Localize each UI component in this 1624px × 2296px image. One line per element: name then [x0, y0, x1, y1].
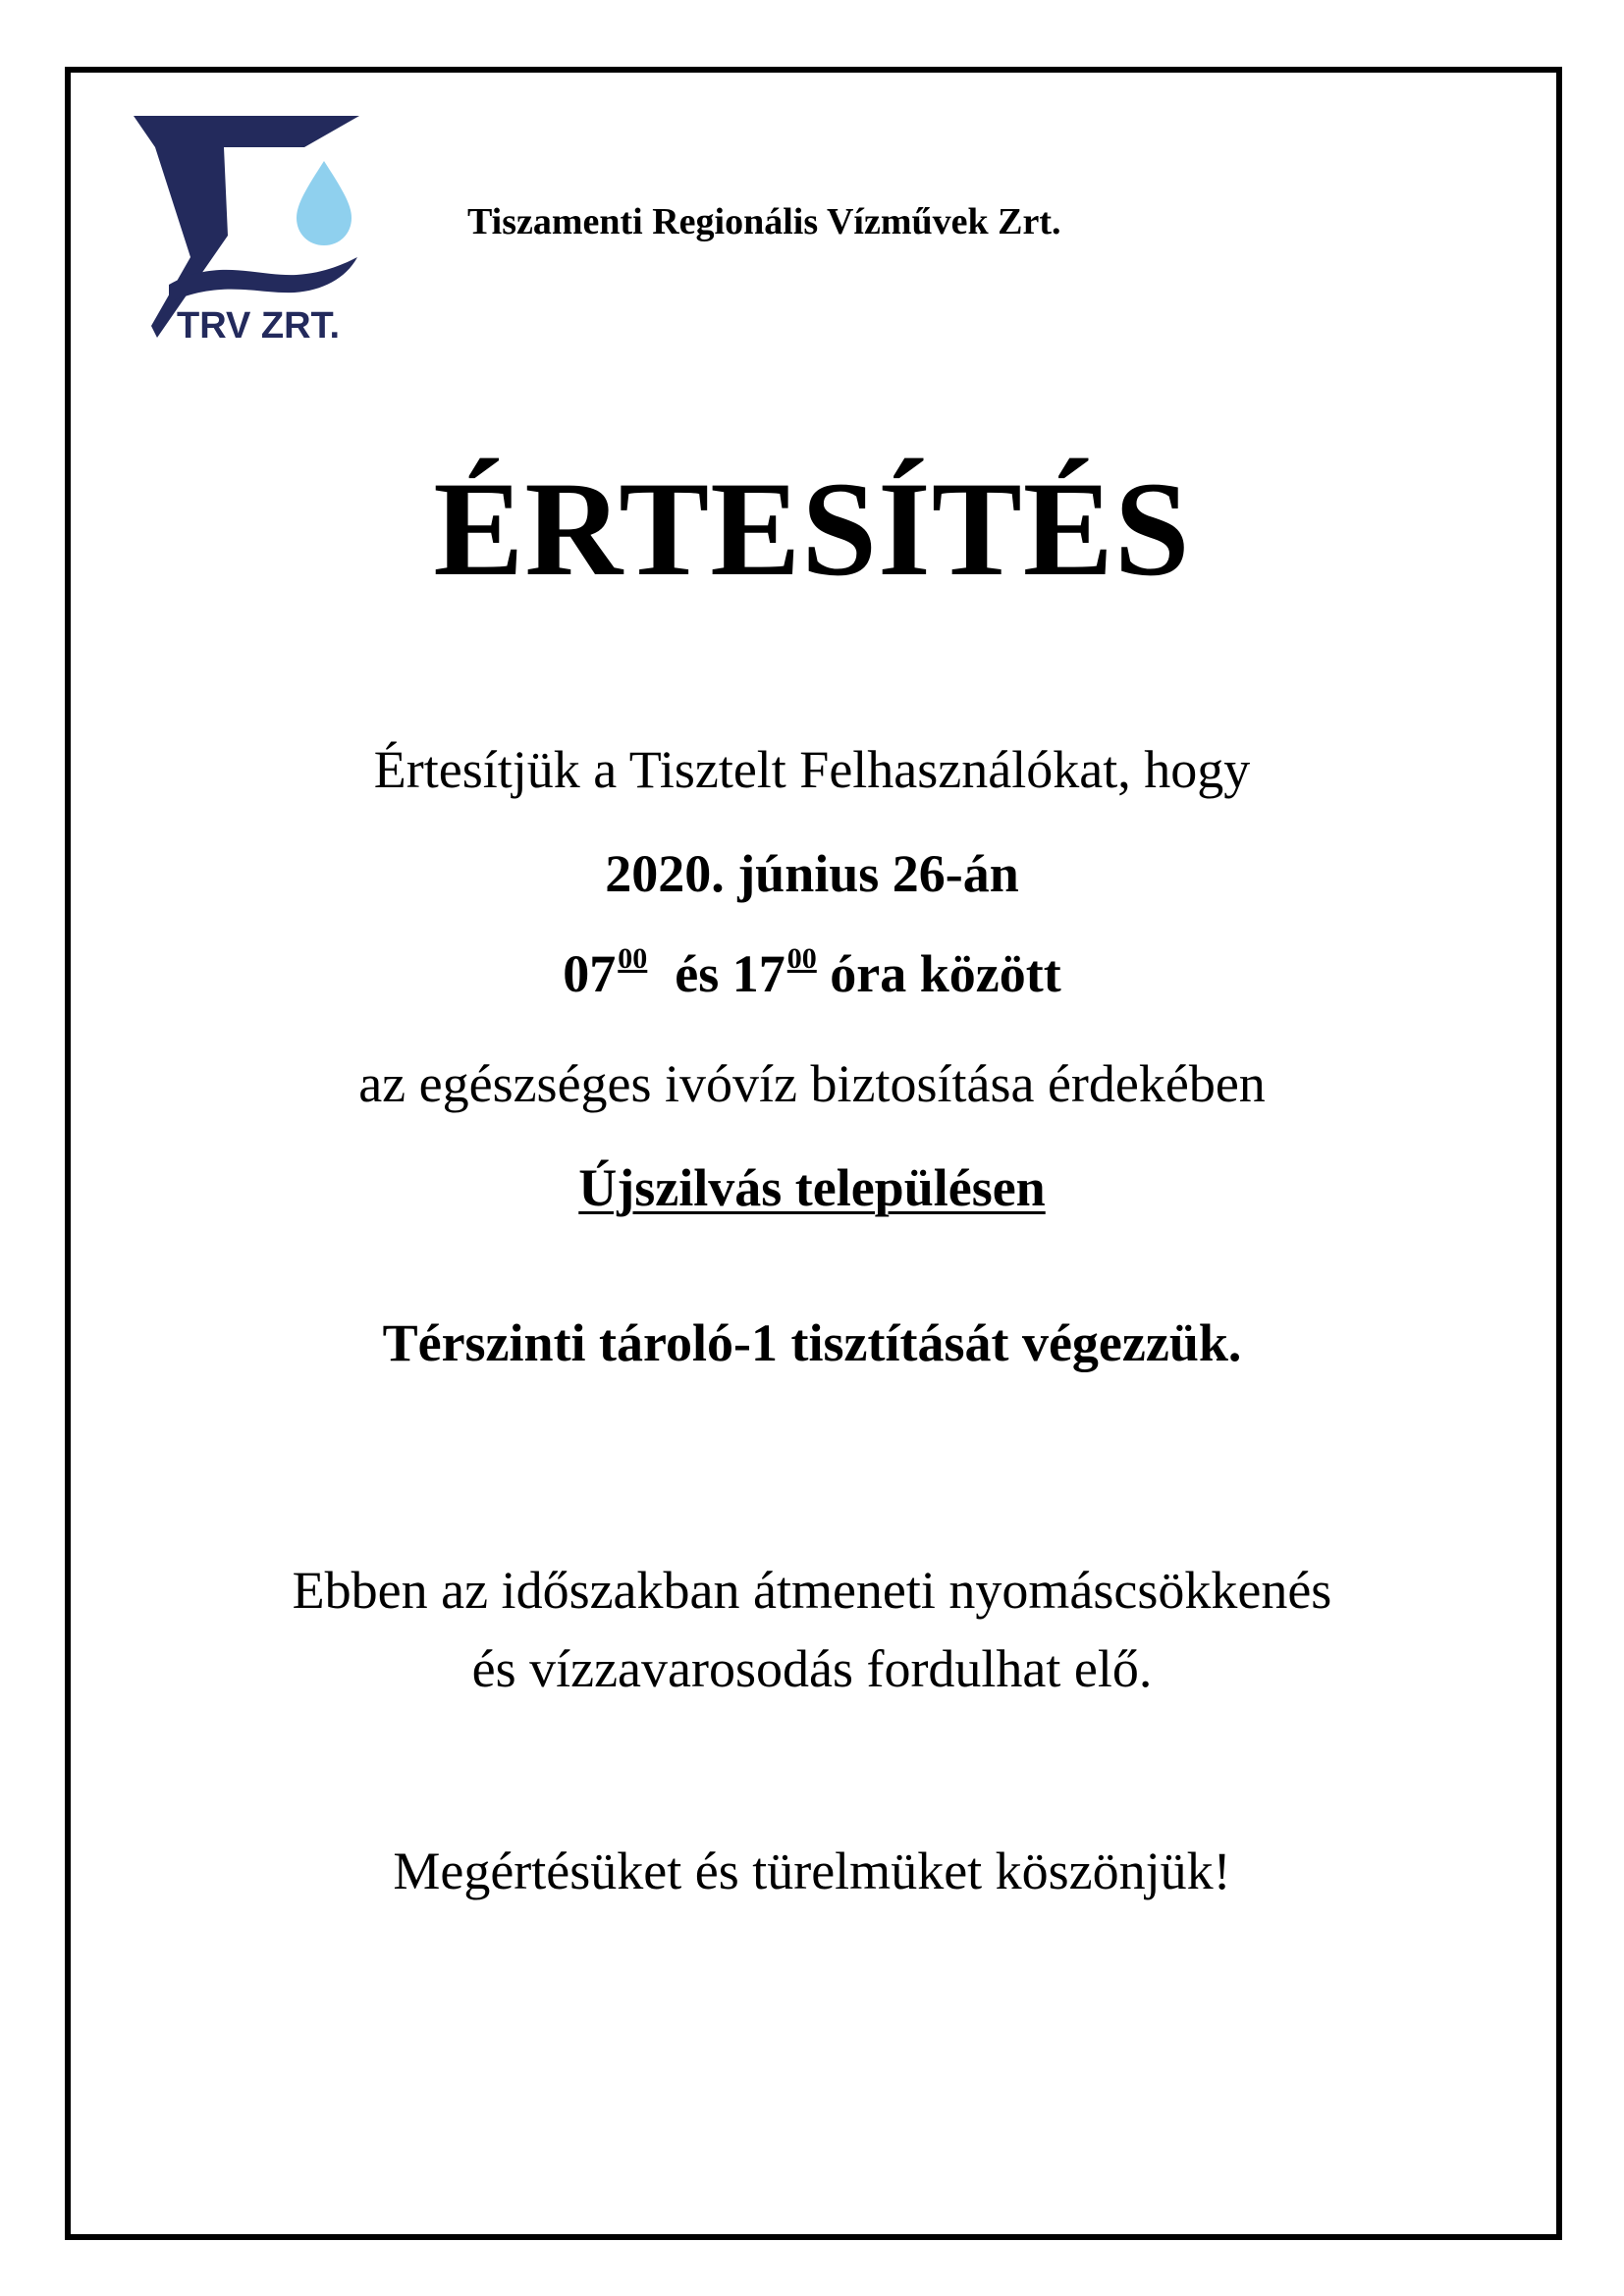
date-text: 2020. június 26-án — [605, 844, 1019, 903]
work-text: Térszinti tároló-1 tisztítását végezzük. — [382, 1313, 1242, 1372]
end-minute: 00 — [786, 942, 817, 975]
water-drop-icon — [297, 161, 352, 245]
location-text: Újszilvás településen — [578, 1158, 1046, 1217]
time-range — [0, 942, 1624, 1006]
company-name: Tiszamenti Regionális Vízművek Zrt. — [467, 201, 1061, 242]
warning-line-2: és vízzavarosodás fordulhat elő. — [471, 1639, 1153, 1698]
start-minute: 00 — [618, 942, 648, 975]
start-hour: 07 — [563, 944, 617, 1003]
end-hour: 17 — [731, 944, 785, 1003]
purpose-text: az egészséges ivóvíz biztosítása érdekében — [358, 1054, 1266, 1113]
time-and: és — [675, 944, 720, 1003]
notice-border — [65, 67, 1562, 2240]
trv-logo — [130, 110, 365, 346]
time-suffix: óra között — [830, 944, 1061, 1003]
thanks-text: Megértésüket és türelmüket köszönjük! — [393, 1842, 1231, 1900]
logo-text: TRV ZRT. — [177, 305, 341, 346]
warning-line-1: Ebben az időszakban átmeneti nyomáscsökkenés — [292, 1561, 1332, 1620]
intro-text: Értesítjük a Tisztelt Felhasználókat, hogy — [373, 740, 1251, 799]
location-wrapper — [0, 1156, 1624, 1220]
notice-title: ÉRTESÍTÉS — [433, 454, 1191, 604]
